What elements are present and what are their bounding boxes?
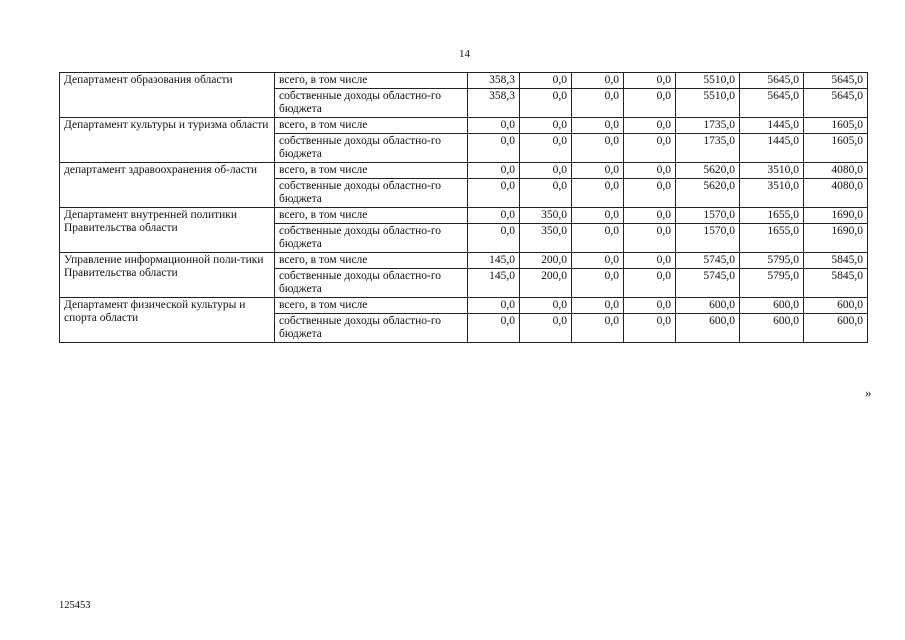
value-cell: 0,0	[624, 163, 676, 179]
value-cell: 358,3	[468, 89, 520, 118]
value-cell: 1445,0	[740, 134, 804, 163]
department-cell: департамент здравоохранения об-ласти	[60, 163, 275, 208]
value-cell: 5620,0	[676, 179, 740, 208]
value-cell: 3510,0	[740, 163, 804, 179]
value-cell: 1735,0	[676, 118, 740, 134]
funding-kind-cell: всего, в том числе	[275, 73, 468, 89]
value-cell: 358,3	[468, 73, 520, 89]
value-cell: 5645,0	[740, 89, 804, 118]
value-cell: 600,0	[804, 298, 868, 314]
value-cell: 1605,0	[804, 134, 868, 163]
funding-kind-cell: всего, в том числе	[275, 208, 468, 224]
value-cell: 1690,0	[804, 224, 868, 253]
table-row	[60, 163, 868, 179]
value-cell: 5620,0	[676, 163, 740, 179]
value-cell: 4080,0	[804, 179, 868, 208]
page-number: 14	[459, 48, 470, 60]
value-cell: 0,0	[572, 208, 624, 224]
table-row	[60, 73, 868, 89]
budget-table	[59, 72, 868, 343]
value-cell: 5795,0	[740, 253, 804, 269]
value-cell: 0,0	[572, 73, 624, 89]
value-cell: 5845,0	[804, 269, 868, 298]
value-cell: 0,0	[520, 73, 572, 89]
value-cell: 0,0	[520, 118, 572, 134]
value-cell: 600,0	[740, 298, 804, 314]
funding-kind-cell: собственные доходы областно-го бюджета	[275, 134, 468, 163]
department-cell: Департамент культуры и туризма области	[60, 118, 275, 163]
funding-kind-cell: собственные доходы областно-го бюджета	[275, 269, 468, 298]
value-cell: 0,0	[468, 134, 520, 163]
value-cell: 0,0	[572, 269, 624, 298]
value-cell: 0,0	[624, 134, 676, 163]
value-cell: 0,0	[624, 179, 676, 208]
closing-quote: »	[865, 385, 872, 400]
value-cell: 145,0	[468, 269, 520, 298]
value-cell: 600,0	[740, 314, 804, 343]
value-cell: 1445,0	[740, 118, 804, 134]
value-cell: 1655,0	[740, 224, 804, 253]
value-cell: 5510,0	[676, 89, 740, 118]
value-cell: 0,0	[468, 118, 520, 134]
value-cell: 5745,0	[676, 269, 740, 298]
value-cell: 0,0	[572, 224, 624, 253]
value-cell: 1570,0	[676, 208, 740, 224]
value-cell: 0,0	[572, 179, 624, 208]
value-cell: 0,0	[520, 163, 572, 179]
value-cell: 0,0	[468, 179, 520, 208]
value-cell: 0,0	[572, 253, 624, 269]
value-cell: 200,0	[520, 269, 572, 298]
value-cell: 1655,0	[740, 208, 804, 224]
value-cell: 1690,0	[804, 208, 868, 224]
value-cell: 4080,0	[804, 163, 868, 179]
value-cell: 5745,0	[676, 253, 740, 269]
value-cell: 0,0	[520, 134, 572, 163]
department-cell: Департамент физической культуры и спорта области	[60, 298, 275, 343]
value-cell: 600,0	[676, 314, 740, 343]
value-cell: 0,0	[468, 224, 520, 253]
value-cell: 200,0	[520, 253, 572, 269]
funding-kind-cell: собственные доходы областно-го бюджета	[275, 314, 468, 343]
value-cell: 600,0	[804, 314, 868, 343]
value-cell: 0,0	[624, 118, 676, 134]
value-cell: 5845,0	[804, 253, 868, 269]
funding-kind-cell: собственные доходы областно-го бюджета	[275, 179, 468, 208]
value-cell: 0,0	[624, 269, 676, 298]
value-cell: 0,0	[624, 253, 676, 269]
value-cell: 0,0	[520, 89, 572, 118]
value-cell: 3510,0	[740, 179, 804, 208]
value-cell: 0,0	[520, 314, 572, 343]
funding-kind-cell: всего, в том числе	[275, 298, 468, 314]
value-cell: 0,0	[624, 208, 676, 224]
value-cell: 350,0	[520, 208, 572, 224]
funding-kind-cell: собственные доходы областно-го бюджета	[275, 224, 468, 253]
value-cell: 0,0	[624, 314, 676, 343]
value-cell: 0,0	[468, 208, 520, 224]
value-cell: 600,0	[676, 298, 740, 314]
value-cell: 0,0	[572, 298, 624, 314]
value-cell: 0,0	[624, 73, 676, 89]
value-cell: 5795,0	[740, 269, 804, 298]
value-cell: 0,0	[468, 314, 520, 343]
funding-kind-cell: всего, в том числе	[275, 253, 468, 269]
funding-kind-cell: всего, в том числе	[275, 163, 468, 179]
value-cell: 0,0	[624, 89, 676, 118]
value-cell: 0,0	[572, 118, 624, 134]
value-cell: 350,0	[520, 224, 572, 253]
value-cell: 0,0	[572, 163, 624, 179]
value-cell: 1735,0	[676, 134, 740, 163]
table-row	[60, 253, 868, 269]
funding-kind-cell: всего, в том числе	[275, 118, 468, 134]
value-cell: 145,0	[468, 253, 520, 269]
value-cell: 0,0	[468, 163, 520, 179]
table-row	[60, 298, 868, 314]
value-cell: 5645,0	[804, 89, 868, 118]
value-cell: 0,0	[572, 89, 624, 118]
table-row	[60, 118, 868, 134]
value-cell: 0,0	[624, 224, 676, 253]
table-row	[60, 208, 868, 224]
document-code: 125453	[59, 600, 91, 611]
value-cell: 1605,0	[804, 118, 868, 134]
value-cell: 0,0	[520, 179, 572, 208]
value-cell: 0,0	[468, 298, 520, 314]
budget-table-body	[60, 73, 868, 343]
value-cell: 0,0	[572, 314, 624, 343]
value-cell: 5645,0	[804, 73, 868, 89]
value-cell: 5645,0	[740, 73, 804, 89]
funding-kind-cell: собственные доходы областно-го бюджета	[275, 89, 468, 118]
value-cell: 0,0	[520, 298, 572, 314]
value-cell: 0,0	[624, 298, 676, 314]
value-cell: 5510,0	[676, 73, 740, 89]
department-cell: Управление информационной поли-тики Правительства области	[60, 253, 275, 298]
value-cell: 0,0	[572, 134, 624, 163]
department-cell: Департамент внутренней политики Правительства области	[60, 208, 275, 253]
department-cell: Департамент образования области	[60, 73, 275, 118]
value-cell: 1570,0	[676, 224, 740, 253]
